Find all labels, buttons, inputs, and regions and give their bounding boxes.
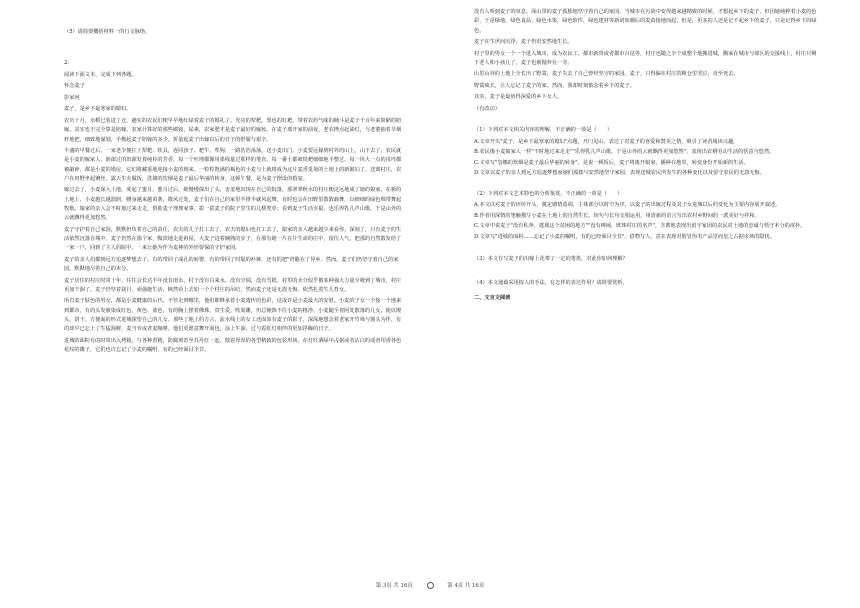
question-1-option-b: B.农民像小麦娘家人一样"不时地过来走走""乐得乳儿声山歌，于是山外的云就飘得更加悠然"，表现出农耕劳动生活的恬意与悠然。 xyxy=(474,149,775,156)
left-paragraph: 嫁过去了，小麦深入土地，度起了蜜月。蜜月过后，她慢慢探出了头，害羞地出现在自己的院落，那翠翠秋水的村庄便这远地成了她的娘家。在新的土地上，小麦越长越溜润，腰身越来越苗条，微风过处，麦子们在自己的家里半推半就风起舞，有时也会在田野里散散载舞，以细细的绿色绸带舞起牧歌。娘家的亲人会不时地过来走走，帮助麦子理理家事，拔一拔麦子的院子里生的儿楞兜草；看到麦子生活幸福，也乐得乳儿声山歌，于是山外的云就飘得更加悠然。 xyxy=(64,187,402,222)
left-paragraph: 麦子居住的村庄时常十年，往往会长达半年没有雨水，村子没有白来水，没有空调，没有雪糕。村里的水分似乎被某种强大力量全吸到了城市，村庄更加干涸了。麦子仍坚着栽日，顽强施生活，枫然看上去如一个个村庄的吊唁，然而麦子还是无怨无悔，依然扎着生儿育女。 xyxy=(64,277,402,293)
right-page xyxy=(430,0,860,608)
question-4: （4）本文通篇采用拟人的手法，有怎样的表达作用？请简要赏析。 xyxy=(474,279,628,286)
article-author: 彭家河 xyxy=(64,94,80,101)
question-2-stem: （2）下列对本文艺术特色的分析鉴赏，不正确的一项是（ ） xyxy=(474,190,623,197)
binding-hole-icon xyxy=(427,582,434,589)
left-paragraph: 农历十月，水稻已装进了仓，趟实的农民们便早早地红绿着麦子的婚礼了。光亮的犁耙，黑色的钉耙，带着农药气味的桶斗是麦子千百年来简陋的陪嫁，其实也不完全算是陪嫁，农家计算好的那些碳铵、尿素，农家肥才是麦子最好的嫁妆。在麦子离开家的前夜，老农挫点起油灯，与老婆抽着旱烟杆地把，细致地谋划，手衡起麦子陪嫁的多少，折量起麦子出嫁以后的日子的舒服与艰辛。 xyxy=(64,117,402,143)
left-paragraph: 麦子的亲人们都到远方追逐梦想去了。有的带回了成孔的转婴，有的带回了时髦的衫裤，还有的把"骨骼在了异乡。然而，麦子们仍坚守着自己的家园，默默地尽着自己的本分。 xyxy=(64,256,399,273)
question-1-stem: （1）下列对本文相关内容的理解，不正确的一项是（ ） xyxy=(474,127,613,134)
page-footer xyxy=(0,581,860,589)
instruction: 阅读下面文本，完成下列各题。 xyxy=(64,71,137,78)
right-paragraph: 没有人听到麦子的叹息。深山里的麦子孤独地坚守着自己的家园，当城市在污染中变得越来越精致的时候，才想起乡下的麦子，但因她纯粹着小麦的色彩，于是绿地，绿色食品，绿色水果，绿色软件，绿色建材等新词如潮后的麦苗接地而起，但是，更多的人还是记不起乡下的麦子，只是记得乡下的绿色。 xyxy=(474,9,817,34)
question-2-option-b: B.作者用深情的笔触描写小麦在土地上的自然生长，短句与长句交相运用，用清新的语言写出农村乡野间的一派美好与祥和。 xyxy=(474,212,760,219)
question-1-option-a: A.文章开头"麦子，是乡下最寒家的媳妇"点题，开门见山，表达了对麦子的喜爱和赞美之情，吸引了读者阅读兴趣。 xyxy=(474,138,739,145)
right-paragraph: 麦子在生世间沉浮，麦子仍旧安然地生长。 xyxy=(474,39,573,46)
section-heading: 二、文言文阅读 xyxy=(474,295,511,302)
left-paragraph: 麦子守护着自己家园，默默担负着自己的责任，农夫的儿子打工去了，农夫的媳妇也打工去了，娘家的亲人越来越少来看你，深刻了，只有麦子的生活依然沉落在城中。麦子仍然在那个家，黯淡地走进祖屋，大麦子迈着娴熟的步子，在那有她一片在片生命的庄中，留住人气，把那的自然散发给了一家一户，回到了主人的院中。一来让她为作为麦神的外形要保的守护家园。 xyxy=(64,226,402,252)
right-paragraph: 其实，麦子是最值得深爱的乡下女人。 xyxy=(474,94,563,101)
left-paragraph: 麦子，是乡下最寒家的媳妇。 xyxy=(64,106,132,113)
source-note: （有改动） xyxy=(474,105,500,112)
right-column xyxy=(474,8,818,306)
right-paragraph: 野蒿疯长，让人忘记了麦子的家。然而，我却时刻惦念着乡下的麦子。 xyxy=(474,82,635,89)
question-5: （5）请简要概括材料一的行文脉络。 xyxy=(64,29,151,35)
question-number: 2. xyxy=(64,60,69,67)
footer-right-page-number: 第 4页 共 16页 xyxy=(447,583,485,589)
question-2-option-c: C.文章中说麦子"没有私奔，逃离这个贫困的地方""没有缚闹，欧珠村庄的名声"，含蓄地表现出留守家园的农民对土地的忠诚与恬守本分的淳朴。 xyxy=(474,223,806,230)
left-column xyxy=(64,28,406,358)
left-paragraph: 所有麦子肤色的男女，都是小麦健康的后代。不管走到哪里，他们都继承着小麦遗传的色彩，这成许是小麦最大的安慰。小麦的子女一个接一个地来到都市，有的头发被染成红色、黄色、蓝色，有的胸上摆着佛珠、贵生爱，吹果雕，但总掩饰不住小麦的格净。小麦随全着阿处散落的儿女，使以馒头、饼干、方便面的形式进城探望自己的儿女。那些了地上的方言，流水线上的女工还面如有麦子的影子，深深地想念着老家开竹筛与馒头为伴，有的却早已忘上了生猛海鲜，麦当劳或者麦咖啡，他们更愿意舞开面包，涂上牛油，过与霓虹灯相伴的更加浮躁的日子。 xyxy=(64,298,402,333)
question-1-option-c: C.文章写"袅娜的炊烟是麦子最后华丽的转身"，是说一顿饭后，麦子将离开娘家，播种在地里，转变身份开始新的生活。 xyxy=(474,159,749,166)
article-title: 怀念麦子 xyxy=(64,83,85,90)
right-paragraph: 村子里的男女一个一个进入城市，成为农民工，都市新贵或者都市百昆等，村庄也随之辛个成整个地搬进城，搬家在城市与郊区的交接线上，村庄只剩下老人和小孩儿了，麦子也被抛弃在一旁。 xyxy=(474,50,817,66)
footer-left-page-number: 第 3页 共 16页 xyxy=(375,583,413,589)
left-paragraph: 丰盛的早餐过后，一家老少便扛上犁耙、钦具，连同孩子、耙牛、犁狗，一路浩浩荡荡，送小麦出门。小麦要远嫁到村外的山上，山下去了，农民就是小麦的嫁家人，新郎过的田源发着纯朴的芳香，每一个吐埋都像用墨线量过那样的笔直，每一番土都被铁耙细细地平整过，每一块大一点的岗坯都被敲碎，都是小麦的婚房，它们将藏重地迎接小麦的到来。一粒粒饱满的褐色的小麦与土就将成为这片麦香觅菊的土地上的新娘妇了。送离村庄，农户在田野坐起铡丝，露天生火做饭，洗雄的饮烟是麦子最后华丽的转身，这顿午餐，是为麦子摆设的婚宴。 xyxy=(64,147,402,182)
question-2-option-d: D.文章写"进城的面粉……忘记了小麦的嘱咐，有的已经面目全非"，借物写人，意在表现对假冒伪劣产品堂而皇之占据市场的隐忧。 xyxy=(474,233,775,240)
question-1-option-d: D.文章以麦子的亲人到远方追逐梦想而她们孤独与安然地坚守家园，表现送城农民所发生的各种变化以及留守农民的无怨无悔。 xyxy=(474,170,765,177)
right-paragraph: 山里山外的土地上全长出了野蒿，麦子失去了自己曾经坚守的家园。麦子，只得偏在村庄的粮仓里哭泣，直至死去。 xyxy=(474,71,739,78)
question-2-option-a: A.本文以对麦子的评价开头，奠定感情基调，主体部分以时空为序，以麦子的出嫁过程及其子女进城以后的变化为主要内容展开叙述。 xyxy=(474,202,781,209)
left-paragraph: 进城的面粉有的时常出入烤箱，与各种香精，防腐剂甚至苏丹红一起，散着厚厚的各型精致的包装形场，在灯红酒绿中占据或者沾白的或者印香各色花纹的碟子，它们也许忘记了小麦的嘱咐，有的已经面目全非。 xyxy=(64,337,402,354)
question-3: （3）本文在写麦子的出嫁上花费了一定的笔墨，对此你如何理解？ xyxy=(474,256,628,263)
